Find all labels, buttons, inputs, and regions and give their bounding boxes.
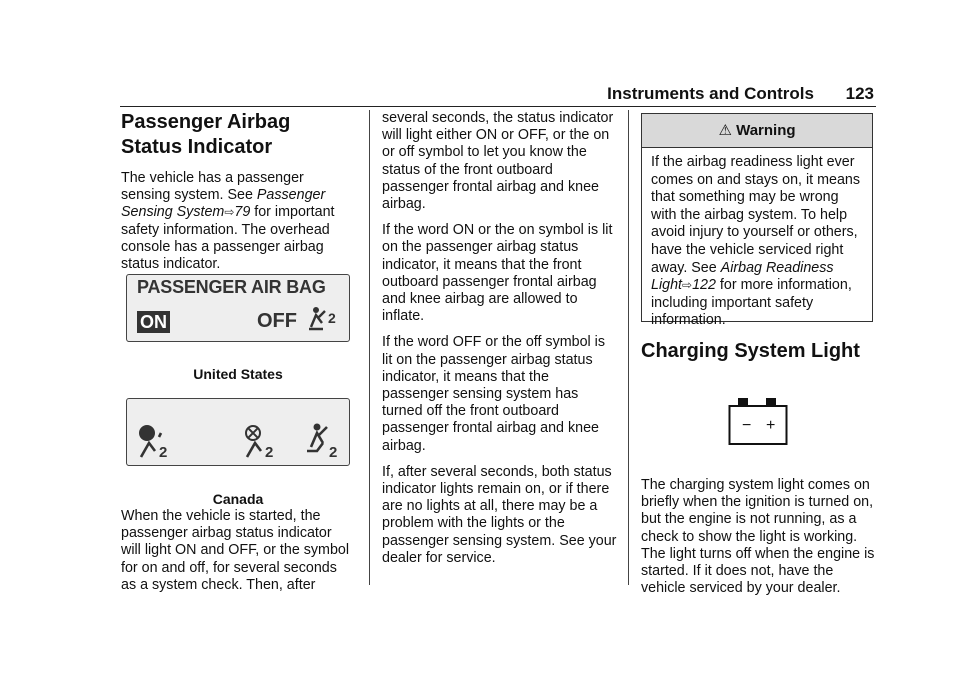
battery-plus-label: + bbox=[766, 417, 776, 434]
xref-passenger-sensing[interactable]: Passenger Sensing System bbox=[121, 187, 326, 221]
seated-occupant-icon bbox=[305, 421, 345, 461]
paragraph-problem: If, after several seconds, both status indicator lights remain on, or if there are no lights at all, there may be a problem with the lights or the passenger sensing system. See your dealer for service. bbox=[382, 463, 617, 566]
battery-minus-label: − bbox=[742, 417, 752, 434]
airbag-off-seat-icon bbox=[241, 421, 281, 461]
xref-page-122[interactable]: 122 bbox=[692, 277, 716, 294]
warning-header bbox=[642, 114, 872, 148]
warning-box bbox=[641, 113, 873, 329]
page-header bbox=[120, 80, 876, 106]
column-2 bbox=[382, 110, 618, 576]
xref-page-79[interactable]: 79 bbox=[234, 204, 251, 221]
airbag-off-seat-icon bbox=[307, 305, 343, 335]
warning-text-2: for more information, including important safety information. bbox=[651, 277, 852, 329]
column-1-continued bbox=[121, 508, 355, 603]
intro-text-1: The vehicle has a passenger sensing system. See bbox=[121, 170, 304, 204]
airbag-on-seat-icon bbox=[135, 421, 175, 461]
battery-icon bbox=[728, 398, 790, 446]
svg-text:2: 2 bbox=[328, 310, 336, 326]
caption-canada: Canada bbox=[212, 491, 264, 507]
airbag-panel-canada bbox=[126, 398, 350, 466]
panel-on-indicator: ON bbox=[137, 311, 170, 333]
caption-united-states: United States bbox=[193, 366, 283, 382]
xref-airbag-readiness[interactable]: Airbag Readiness Light bbox=[651, 259, 834, 294]
panel-title: PASSENGER AIR BAG bbox=[137, 277, 326, 297]
column-1 bbox=[121, 110, 355, 282]
svg-text:2: 2 bbox=[329, 444, 338, 461]
panel-off-indicator: OFF bbox=[257, 310, 297, 332]
warning-text-1: If the airbag readiness light ever comes on and stays on, it means that something may be wrong with the airbag system. To help avoid injury to yourself or others, have the vehicle serviced right away. See bbox=[651, 154, 861, 276]
charging-paragraph: The charging system light comes on briefly when the ignition is turned on, but the engine is not running, as a check to show the light is working. The light turns off when the engine is started. If it does not, have the vehicle serviced by your dealer. bbox=[641, 477, 875, 597]
system-check-paragraph: When the vehicle is started, the passenger airbag status indicator will light ON and OFF, or the symbol for on and off, for several seconds as a system check. Then, after bbox=[121, 508, 350, 593]
section-heading-charging: Charging System Light bbox=[641, 340, 860, 362]
page-number: 123 bbox=[845, 84, 874, 103]
warning-title: Warning bbox=[736, 122, 796, 139]
svg-text:2: 2 bbox=[265, 444, 274, 461]
intro-text-2: for important safety information. The overhead console has a passenger airbag status indicator. bbox=[121, 204, 335, 273]
xref-arrow-icon: ⇨ bbox=[682, 278, 693, 293]
paragraph-off-symbol: If the word OFF or the off symbol is lit on the passenger airbag status indicator, it means that the passenger sensing system has turned off the front outboard passenger frontal airbag and knee airbag. bbox=[382, 334, 606, 454]
paragraph-status: several seconds, the status indicator will light either ON or OFF, or the on or off symbol to let you know the status of the front outboard passenger frontal airbag and knee airbag. bbox=[382, 110, 614, 213]
header-rule bbox=[120, 106, 876, 107]
warning-body bbox=[642, 148, 872, 336]
paragraph-on-symbol: If the word ON or the on symbol is lit on the passenger airbag status indicator, it means that the front outboard passenger frontal airbag and knee airbag are allowed to inflate. bbox=[382, 222, 613, 325]
section-heading-airbag-status: Passenger Airbag Status Indicator bbox=[121, 111, 291, 158]
column-divider-2 bbox=[628, 110, 629, 585]
xref-arrow-icon: ⇨ bbox=[224, 205, 235, 220]
svg-text:2: 2 bbox=[159, 444, 168, 461]
intro-paragraph bbox=[121, 170, 355, 273]
warning-icon: ⚠ bbox=[718, 122, 732, 139]
column-divider-1 bbox=[369, 110, 370, 585]
section-title: Instruments and Controls bbox=[607, 84, 814, 103]
airbag-panel-us bbox=[126, 274, 350, 342]
